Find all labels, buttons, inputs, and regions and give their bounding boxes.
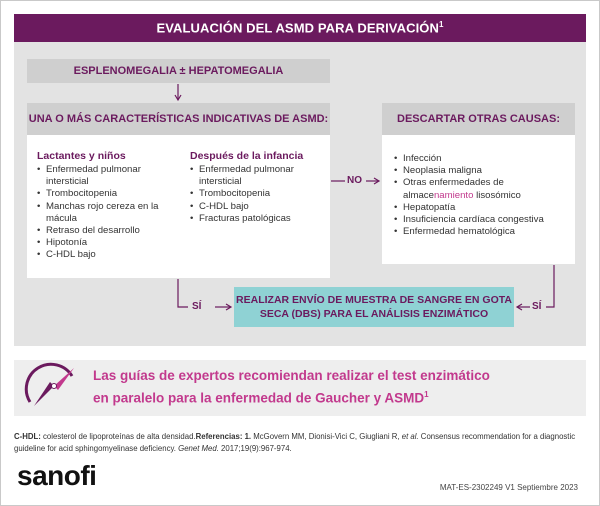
characteristics-header [27, 103, 330, 135]
infants-list [37, 164, 177, 262]
guidance-superscript: 1 [424, 390, 429, 399]
title-bar [14, 14, 586, 42]
dbs-action-box [234, 287, 514, 327]
splenomegaly-box [27, 59, 330, 83]
list-item: • C-HDL bajo [190, 201, 325, 213]
ref-title: Consensus recommendation for a diagnostic guideline for acid sphingomyelinase deficiency. [14, 432, 576, 453]
references [14, 431, 586, 454]
list-item: • Hipotonía [37, 237, 177, 249]
infants-heading: Lactantes y niños [37, 150, 126, 162]
splenomegaly-label: ESPLENOMEGALIA ± HEPATOMEGALIA [73, 65, 284, 77]
list-item-continuation [394, 190, 574, 202]
list-item: • Neoplasia maligna [394, 165, 574, 177]
storage-text-b: lisosómico [473, 189, 521, 201]
action-line-2: SECA (DBS) PARA EL ANÁLISIS ENZIMÁTICO [259, 308, 489, 320]
guidance-line-1: Las guías de expertos recomiendan realizar el test enzimático [93, 368, 490, 383]
references-label: Referencias: 1. [195, 432, 252, 441]
si-left-label: SÍ [192, 301, 202, 312]
title-superscript: 1 [438, 20, 444, 30]
ref-authors: McGovern MM, Dionisi-Vici C, Giugliani R, [251, 432, 402, 441]
discard-header-label: DESCARTAR OTRAS CAUSAS: [397, 113, 560, 125]
sanofi-logo: sanofi [17, 460, 97, 491]
list-item: • Infección [394, 153, 574, 165]
list-item: • Insuficiencia cardíaca congestiva [394, 214, 574, 226]
list-item: • Enfermedad pulmonar [37, 164, 177, 176]
action-line-1: REALIZAR ENVÍO DE MUESTRA DE SANGRE EN GOTA [236, 294, 512, 306]
storage-text-highlight: namiento [433, 189, 474, 201]
after-infancy-heading: Después de la infancia [190, 150, 304, 162]
characteristics-header-label: UNA O MÁS CARACTERÍSTICAS INDICATIVAS DE ASMD: [28, 113, 329, 125]
compass-icon [24, 362, 80, 414]
list-item-continuation: mácula [46, 212, 77, 224]
list-item: • Hepatopatía [394, 202, 574, 214]
after-infancy-list [190, 164, 325, 225]
discard-list [394, 153, 574, 238]
footer-code: MAT-ES-2302249 V1 Septiembre 2023 [439, 483, 578, 492]
list-item: • Trombocitopenia [37, 188, 177, 200]
list-item: • Retraso del desarrollo [37, 225, 177, 237]
guidance-line-2-wrap [93, 385, 563, 408]
si-right-label: SÍ [532, 301, 542, 312]
list-item: • Trombocitopenia [190, 188, 325, 200]
no-label: NO [347, 175, 362, 186]
title-text: EVALUACIÓN DEL ASMD PARA DERIVACIÓN [156, 20, 439, 36]
list-item: • Otras enfermedades de [394, 177, 574, 189]
ref-etal: et al. [401, 432, 419, 441]
discard-header [382, 103, 575, 135]
list-item: • Fracturas patológicas [190, 213, 325, 225]
storage-text-a: almace [403, 189, 434, 201]
abbr-text: colesterol de lipoproteínas de alta densidad. [40, 432, 196, 441]
list-item: • C-HDL bajo [37, 249, 177, 261]
page-title [156, 20, 443, 35]
list-item: • Enfermedad pulmonar [190, 164, 325, 176]
list-item: • Manchas rojo cereza en la [37, 201, 177, 213]
list-item: • Enfermedad hematológica [394, 226, 574, 238]
abbr-label: C-HDL: [14, 432, 41, 441]
ref-citation: 2017;19(9):967-974. [218, 443, 292, 453]
ref-journal: Genet Med. [178, 443, 219, 453]
list-item-continuation: intersticial [46, 176, 89, 188]
list-item-continuation: intersticial [199, 176, 242, 188]
guidance-line-2: en paralelo para la enfermedad de Gaucher y ASMD [93, 390, 425, 406]
guidance-text [93, 366, 563, 408]
